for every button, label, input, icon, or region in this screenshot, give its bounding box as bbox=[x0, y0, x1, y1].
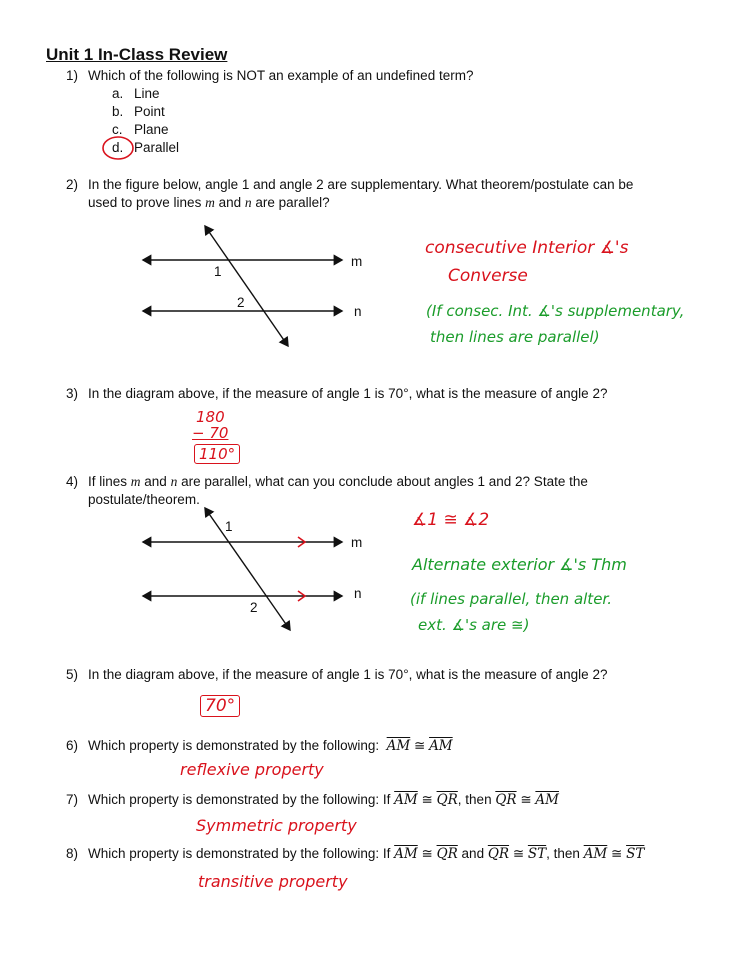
q4-angle-2: 2 bbox=[250, 600, 258, 615]
q3-number: 3) bbox=[66, 386, 79, 401]
q1-option-c-label: Plane bbox=[134, 122, 169, 137]
q2-answer-line1: consecutive Interior ∡'s bbox=[425, 238, 629, 258]
q2-label-m: m bbox=[351, 254, 363, 269]
q2-answer-line2: Converse bbox=[448, 266, 528, 286]
q7-number: 7) bbox=[66, 792, 79, 807]
q6-answer: reflexive property bbox=[180, 760, 324, 779]
q8-segment-6: $\overline{ST}$ bbox=[626, 846, 645, 862]
page-title: Unit 1 In-Class Review bbox=[46, 45, 228, 64]
q1-option-b: b. bbox=[112, 104, 124, 119]
q2-text-line1: In the figure below, angle 1 and angle 2 are supplementary. What theorem/postulate can be bbox=[88, 177, 634, 192]
q7-answer: Symmetric property bbox=[196, 816, 357, 835]
q4-number: 4) bbox=[66, 474, 79, 489]
q4-angle-1: 1 bbox=[225, 519, 233, 534]
q4-transversal bbox=[205, 508, 290, 630]
q5-answer-box: 70° bbox=[200, 695, 240, 717]
q7-segment-1: $\overline{AM}$ bbox=[394, 792, 418, 808]
q2-answer-line3: (If consec. Int. ∡'s supplementary, bbox=[426, 302, 685, 320]
q6-segment-1: $\overline{AM}$ bbox=[386, 738, 411, 754]
q8-segment-4: $\overline{ST}$ bbox=[527, 846, 547, 862]
q6-text: Which property is demonstrated by the following: $\overline{AM}$ ≅ $\overline{AM}$ bbox=[88, 738, 453, 754]
q4-answer-line2: (if lines parallel, then alter. bbox=[410, 590, 612, 608]
q1-option-d: d. bbox=[112, 140, 124, 155]
q8-segment-2: $\overline{QR}$ bbox=[436, 846, 458, 862]
q6-segment-2: $\overline{AM}$ bbox=[429, 738, 453, 754]
q4-text-line1: If lines m and n are parallel, what can you conclude about angles 1 and 2? State the bbox=[88, 474, 588, 489]
q4-answer-line3: ext. ∡'s are ≅) bbox=[418, 616, 530, 634]
q7-segment-2: $\overline{QR}$ bbox=[436, 792, 458, 808]
q2-number: 2) bbox=[66, 177, 79, 192]
q3-work-line1: 180 bbox=[196, 408, 225, 426]
q3-work-line2: − 70 bbox=[192, 424, 229, 442]
q8-segment-3: $\overline{QR}$ bbox=[487, 846, 510, 862]
q5-text: In the diagram above, if the measure of angle 1 is 70°, what is the measure of angle 2? bbox=[88, 667, 608, 682]
q6-number: 6) bbox=[66, 738, 79, 753]
q2-angle-1: 1 bbox=[214, 264, 222, 279]
q7-segment-3: $\overline{QR}$ bbox=[495, 792, 517, 808]
q4-label-n: n bbox=[354, 586, 362, 601]
q1-text: Which of the following is NOT an example of an undefined term? bbox=[88, 68, 474, 83]
q4-text-line2: postulate/theorem. bbox=[88, 492, 200, 507]
q4-answer-congruence: ∡1 ≅ ∡2 bbox=[412, 510, 490, 530]
q2-answer-line4: then lines are parallel) bbox=[430, 328, 600, 346]
q2-angle-2: 2 bbox=[237, 295, 245, 310]
q2-label-n: n bbox=[354, 304, 362, 319]
q1-number: 1) bbox=[66, 68, 79, 83]
q2-text-line2: used to prove lines m and n are parallel? bbox=[88, 195, 330, 210]
q4-answer-line1: Alternate exterior ∡'s Thm bbox=[412, 555, 627, 574]
q1-option-a-label: Line bbox=[134, 86, 160, 101]
q8-segment-5: $\overline{AM}$ bbox=[583, 846, 608, 862]
q7-text: Which property is demonstrated by the following: If $\overline{AM}$ ≅ $\overline{QR}$, then $\overline{QR}$ ≅ $\overline{AM}$ bbox=[88, 792, 559, 808]
q4-label-m: m bbox=[351, 535, 363, 550]
q3-text: In the diagram above, if the measure of angle 1 is 70°, what is the measure of angle 2? bbox=[88, 386, 608, 401]
q7-segment-4: $\overline{AM}$ bbox=[535, 792, 559, 808]
q8-segment-1: $\overline{AM}$ bbox=[394, 846, 418, 862]
q8-answer: transitive property bbox=[198, 872, 348, 891]
q5-number: 5) bbox=[66, 667, 79, 682]
q1-option-b-label: Point bbox=[134, 104, 165, 119]
q1-option-a: a. bbox=[112, 86, 124, 101]
q3-answer-box: 110° bbox=[194, 444, 240, 464]
q8-text: Which property is demonstrated by the following: If $\overline{AM}$ ≅ $\overline{QR}$ and $\overline{QR}$ ≅ $\overline{ST}$, then $\overline{AM}$ ≅ $\overline{ST}$ bbox=[88, 846, 645, 862]
q1-option-d-label: Parallel bbox=[134, 140, 180, 155]
q8-number: 8) bbox=[66, 846, 79, 861]
q1-option-c: c. bbox=[112, 122, 123, 137]
